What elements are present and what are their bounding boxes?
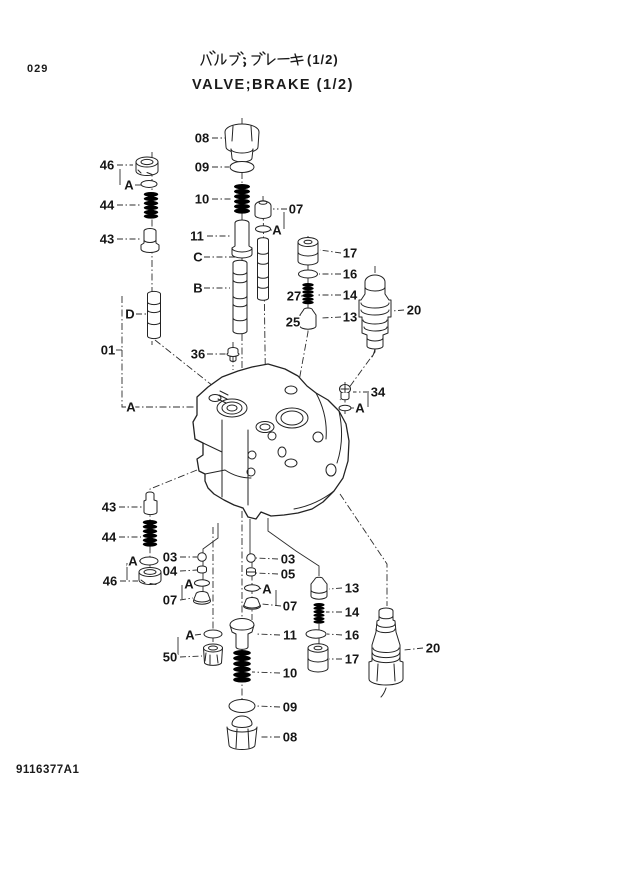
callout-label-D: D — [125, 306, 135, 322]
callout-label-16: 16 — [342, 266, 358, 282]
callout-label-03: 03 — [162, 549, 178, 565]
part-ring-03-center — [247, 554, 256, 563]
leader-line-20 — [392, 310, 404, 311]
callout-label-27: 27 — [286, 288, 302, 304]
leader-line-05 — [256, 573, 278, 574]
callout-label-46: 46 — [99, 157, 115, 173]
callout-label-36: 36 — [190, 346, 206, 362]
part-cap-07-center — [244, 598, 261, 610]
callout-label-10: 10 — [194, 191, 210, 207]
part-plug-07-top — [255, 201, 271, 219]
leader-line-09 — [257, 706, 280, 707]
part-valve-05 — [247, 568, 256, 576]
callout-label-08: 08 — [282, 729, 298, 745]
callout-label-44: 44 — [99, 197, 115, 213]
callout-label-B: B — [193, 280, 203, 296]
part-sleeve-43-top — [141, 229, 159, 253]
part-cartridge-20-bottom — [369, 608, 403, 697]
part-oring-09-bottom — [229, 700, 255, 713]
callout-label-08: 08 — [194, 130, 210, 146]
part-spring-44-top — [144, 192, 158, 219]
leader-line-A — [195, 634, 203, 635]
title-japanese-fraction: (1/2) — [307, 52, 339, 67]
part-poppet-13-bottom — [311, 577, 327, 599]
kana-bu — [230, 52, 243, 65]
leader-line-16 — [327, 634, 342, 635]
part-oring-16-bottom — [306, 630, 326, 638]
callout-label-A: A — [124, 177, 134, 193]
callout-label-10: 10 — [282, 665, 298, 681]
callout-label-11: 11 — [190, 228, 204, 244]
part-plug-08-top — [225, 124, 259, 162]
callout-label-43: 43 — [101, 499, 117, 515]
callout-label-A: A — [126, 399, 136, 415]
part-oring-A-left — [195, 580, 210, 586]
leader-line-20 — [404, 648, 423, 650]
callout-label-13: 13 — [342, 309, 358, 325]
page-number: 029 — [27, 63, 49, 75]
part-spring-14-bottom — [313, 603, 324, 624]
callout-label-11: 11 — [283, 627, 297, 643]
callout-label-17: 17 — [342, 245, 358, 261]
part-cap-07-left — [194, 592, 211, 605]
callout-label-05: 05 — [280, 566, 296, 582]
document-code: 9116377A1 — [16, 764, 80, 776]
part-spring-27 — [302, 283, 314, 304]
leader-line-A — [260, 588, 261, 589]
part-oring-A-50 — [204, 630, 222, 638]
part-cartridge-20-top — [359, 275, 391, 357]
callout-label-20: 20 — [425, 640, 441, 656]
part-cap-46-top — [136, 157, 158, 176]
callout-label-43: 43 — [99, 231, 115, 247]
part-poppet-11-bottom — [230, 619, 254, 650]
callout-label-04: 04 — [162, 563, 178, 579]
part-sleeve-11-top — [232, 220, 252, 258]
callout-label-16: 16 — [344, 627, 360, 643]
part-nut-50 — [204, 644, 223, 665]
callout-label-34: 34 — [370, 384, 386, 400]
callout-label-A: A — [185, 627, 195, 643]
leader-line-17 — [320, 250, 341, 253]
leader-line-04 — [180, 570, 197, 571]
title-english: VALVE;BRAKE (1/2) — [192, 77, 354, 93]
callout-label-A: A — [355, 400, 365, 416]
part-cap-17-bottom — [308, 644, 328, 672]
part-cap-46-bottom — [139, 568, 161, 585]
leader-line-13 — [321, 317, 341, 318]
part-oring-A-46-top — [141, 181, 157, 188]
kana-ba — [201, 51, 215, 65]
callout-label-46: 46 — [102, 573, 118, 589]
part-spool-B — [233, 260, 247, 334]
callout-label-14: 14 — [342, 287, 358, 303]
callout-label-07: 07 — [282, 598, 298, 614]
title-japanese — [201, 51, 339, 67]
callout-label-07: 07 — [288, 201, 304, 217]
callout-label-17: 17 — [344, 651, 360, 667]
leader-line-10 — [252, 672, 280, 673]
part-oring-09-top — [230, 162, 254, 173]
part-spring-10-top — [234, 184, 250, 214]
kana-semicolon — [244, 58, 245, 66]
part-plug-08-bottom — [227, 716, 257, 750]
callout-label-A: A — [262, 581, 272, 597]
callout-label-A: A — [272, 222, 282, 238]
part-oring-A-top — [256, 226, 271, 232]
callout-label-09: 09 — [194, 159, 210, 175]
part-ring-03-left — [198, 553, 207, 562]
callout-label-44: 44 — [101, 529, 117, 545]
callout-label-01: 01 — [100, 342, 116, 358]
part-washer-04 — [198, 566, 207, 573]
leader-line-11 — [256, 634, 280, 635]
part-screw-34 — [340, 385, 351, 400]
part-cap-17-top — [298, 238, 318, 266]
part-oring-16-top — [299, 270, 318, 278]
part-sleeve-43-bottom — [144, 492, 157, 515]
callout-label-09: 09 — [282, 699, 298, 715]
callout-label-03: 03 — [280, 551, 296, 567]
callout-label-A: A — [184, 576, 194, 592]
part-spring-10-bottom — [233, 650, 251, 683]
kana-ki — [291, 54, 303, 65]
valve-body — [193, 364, 349, 519]
part-spool-C — [258, 238, 269, 301]
leader-line-50 — [180, 656, 202, 657]
callout-label-20: 20 — [406, 302, 422, 318]
part-oring-A-46-bottom — [140, 557, 158, 565]
part-oring-A-34 — [339, 405, 351, 411]
part-poppet-25 — [300, 308, 316, 329]
callout-label-13: 13 — [344, 580, 360, 596]
callout-label-50: 50 — [162, 649, 178, 665]
kana-re — [268, 54, 275, 65]
callout-label-14: 14 — [344, 604, 360, 620]
part-spool-D — [148, 291, 161, 338]
callout-label-07: 07 — [162, 592, 178, 608]
leader-line-03 — [256, 558, 278, 559]
part-spring-44-bottom — [143, 520, 157, 547]
callout-label-25: 25 — [285, 314, 301, 330]
kana-ru — [215, 54, 226, 65]
callout-label-A: A — [128, 553, 138, 569]
leader-line-13 — [329, 588, 342, 589]
part-oring-A-center — [245, 585, 260, 591]
leader-line-07 — [262, 604, 281, 606]
kana-bu-2 — [252, 52, 265, 65]
callout-label-C: C — [193, 249, 203, 265]
